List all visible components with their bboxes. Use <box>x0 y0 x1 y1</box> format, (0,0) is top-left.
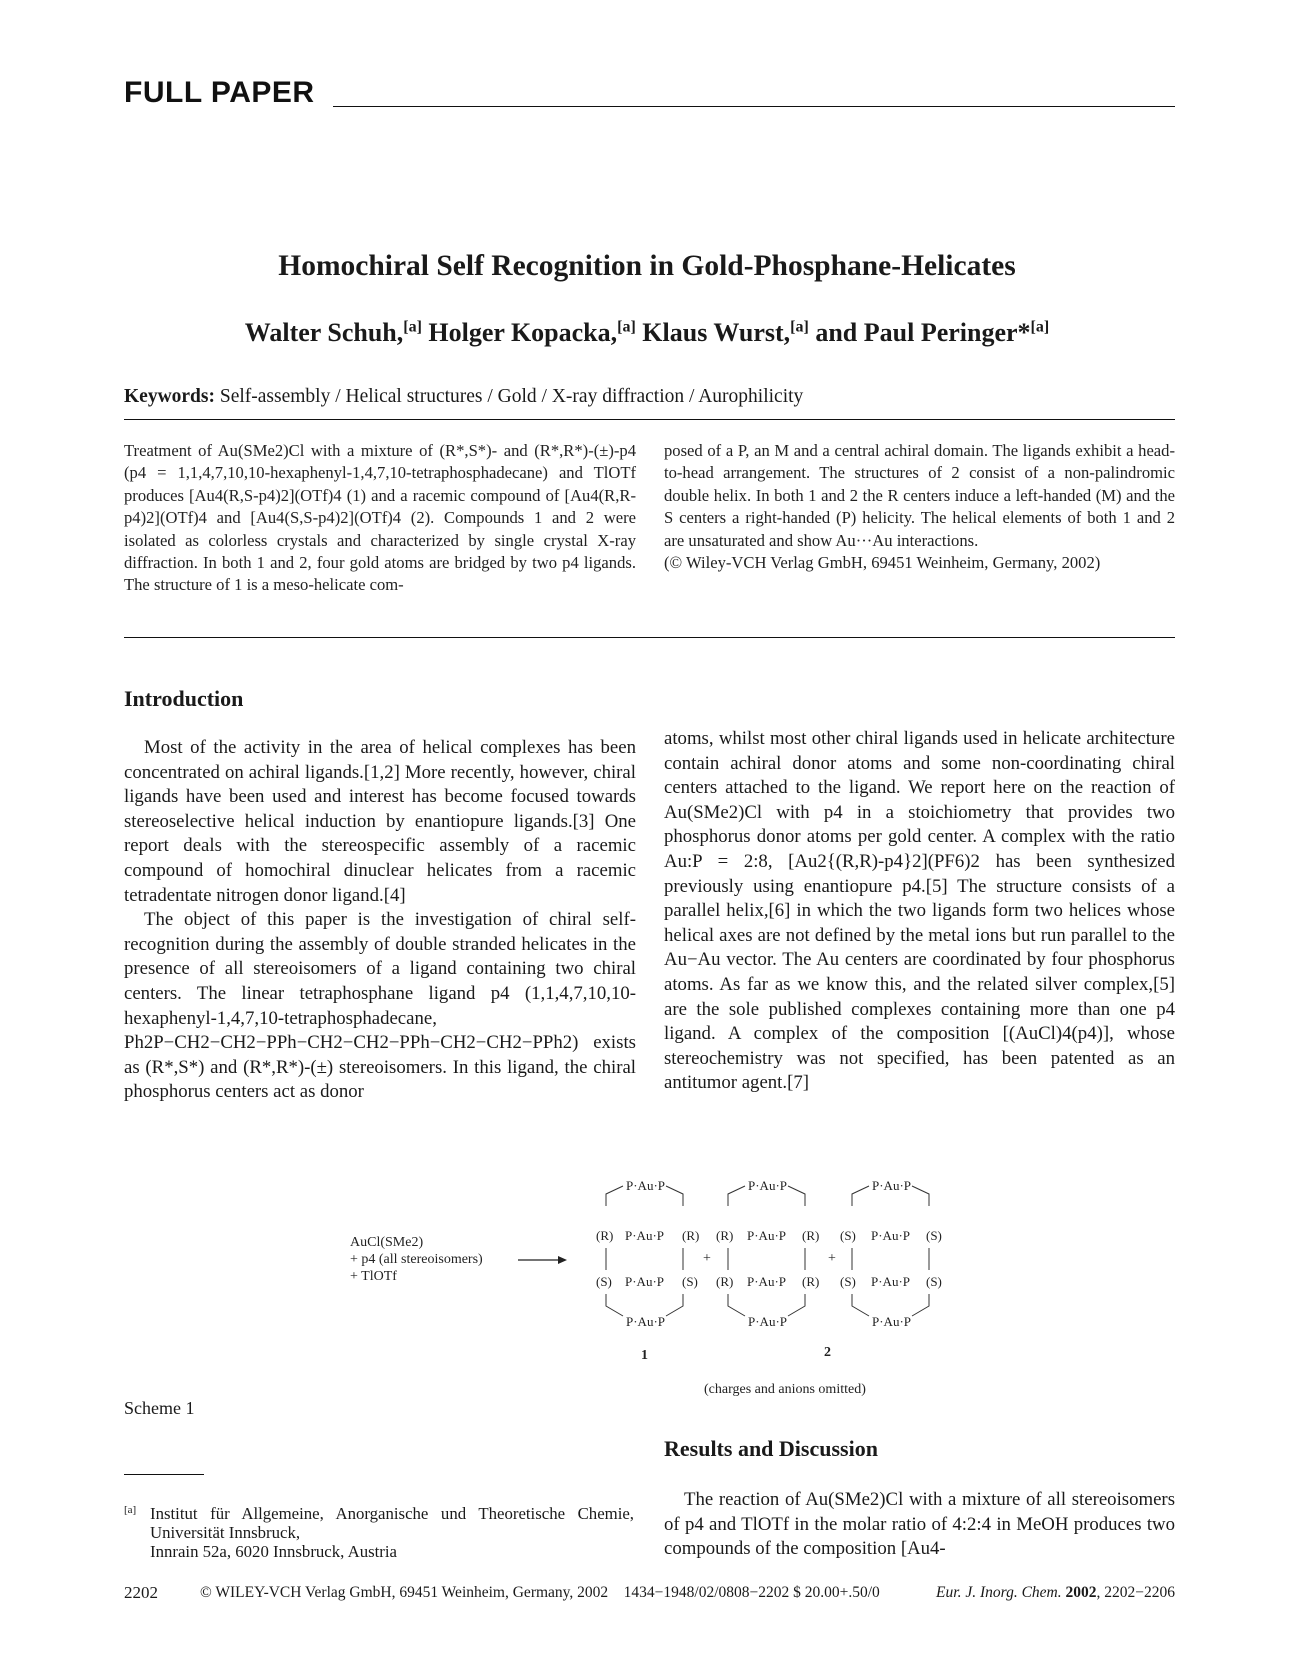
author-name: Holger Kopacka, <box>428 318 618 347</box>
complex-unit: P·Au·P <box>626 1178 666 1193</box>
complex-unit: P·Au·P <box>871 1274 911 1289</box>
reaction-arrowhead <box>558 1256 567 1264</box>
keywords <box>124 386 803 408</box>
chiral-label: (R) <box>716 1274 734 1289</box>
complex-unit: P·Au·P <box>748 1178 788 1193</box>
compound-number-1: 1 <box>641 1348 648 1363</box>
results-column <box>664 1488 1175 1562</box>
complex-unit: P·Au·P <box>747 1274 787 1289</box>
compound-number-2: 2 <box>824 1345 831 1360</box>
journal-year: 2002 <box>1065 1584 1097 1601</box>
chiral-label: (R) <box>716 1228 734 1243</box>
introduction-paragraph-3: atoms, whilst most other chiral ligands used in helicate architecture contain achiral donor atoms and some non-coordinating chiral centers attached to the ligand. We report here on the reaction of Au(SMe2)Cl with p4 in a stoichiometry that provides two phosphorus donor atoms per gold center. A complex with the ratio Au:P = 2:8, [Au2{(R,R)-p4}2](PF6)2 has been synthesized previously using enantiopure p4.[5] The structure consists of a parallel helix,[6] in which the two ligands form two helices whose helical axes are not defined by the metal ions but run parallel to the Au−Au vector. The Au centers are coordinated by four phosphorus atoms. As far as we know this, and the related silver complex,[5] are the sole published complexes containing more than one p4 ligand. A complex of the composition [(AuCl)4(p4)], whose stereochemistry was not specified, has been patented as an antitumor agent.[7] <box>664 728 1175 1094</box>
author-name: Klaus Wurst, <box>642 318 791 347</box>
introduction-heading: Introduction <box>124 686 244 711</box>
header-rule <box>333 106 1175 107</box>
scheme-note: (charges and anions omitted) <box>704 1382 866 1397</box>
author-affiliation: [a] <box>617 318 636 336</box>
reagent-3: + TlOTf <box>350 1269 397 1284</box>
author-affiliation: [a] <box>790 318 809 336</box>
section-header-label: FULL PAPER <box>124 76 315 109</box>
complex-unit: P·Au·P <box>625 1228 665 1243</box>
author-name: Walter Schuh, <box>244 318 404 347</box>
footnote-line-1: Institut für Allgemeine, Anorganische und Theoretische Chemie, Universität Innsbruck, <box>150 1504 634 1542</box>
footer-publisher <box>200 1584 880 1602</box>
abstract-text-right: posed of a P, an M and a central achiral domain. The ligands exhibit a head-to-head arrangement. The structures of 2 consist of a non-palindromic double helix. In both 1 and 2 the R centers induce a left-handed (M) and the S centers a right-handed (P) helicity. The helical elements of both 1 and 2 are unsaturated and show Au···Au interactions. <box>664 441 1175 550</box>
abstract-top-rule <box>124 419 1175 420</box>
chiral-label: (S) <box>596 1274 612 1289</box>
complex-unit: P·Au·P <box>747 1228 787 1243</box>
footer-citation <box>936 1584 1175 1602</box>
chiral-label: (S) <box>926 1228 942 1243</box>
chiral-label: (R) <box>596 1228 614 1243</box>
results-heading: Results and Discussion <box>664 1436 878 1461</box>
author-list <box>0 318 1294 348</box>
abstract-text-left: Treatment of Au(SMe2)Cl with a mixture of (R*,S*)- and (R*,R*)-(±)-p4 (p4 = 1,1,4,7,10,10-hexaphenyl-1,4,7,10-tetraphosphadecane) and TlOTf produces [Au4(R,S-p4)2](OTf)4 (1) and a racemic compound of [Au4(R,R-p4)2](OTf)4 and [Au4(S,S-p4)2](OTf)4 (2). Compounds 1 and 2 were isolated as colorless crystals and characterized by single crystal X-ray diffraction. In both 1 and 2, four gold atoms are bridged by two p4 ligands. The structure of 1 is a meso-helicate com- <box>124 441 636 595</box>
reagent-1: AuCl(SMe2) <box>350 1235 424 1250</box>
scheme-caption: Scheme 1 <box>124 1398 195 1418</box>
keywords-text: Self-assembly / Helical structures / Gold / X-ray diffraction / Aurophilicity <box>219 386 804 407</box>
chiral-label: (R) <box>802 1274 820 1289</box>
plus-sign: + <box>828 1251 836 1266</box>
chiral-label: (R) <box>802 1228 820 1243</box>
journal-pages: , 2202−2206 <box>1096 1584 1175 1601</box>
complex-2-ss <box>840 1178 942 1329</box>
complex-unit: P·Au·P <box>626 1314 666 1329</box>
complex-unit: P·Au·P <box>748 1314 788 1329</box>
abstract-left-column <box>124 440 636 597</box>
author-affiliation: [a] <box>403 318 422 336</box>
introduction-paragraph-1: Most of the activity in the area of helical complexes has been concentrated on achiral ligands.[1,2] More recently, however, chiral ligands have been used and interest has become focused towards stereoselective helical induction by enantiopure ligands.[3] One report deals with the stereospecific assembly of a racemic compound of homochiral dinuclear helicates from a racemic tetradentate nitrogen donor ligand.[4] <box>124 737 636 906</box>
complex-unit: P·Au·P <box>872 1178 912 1193</box>
introduction-left-column <box>124 736 636 1105</box>
author-name: and Paul Peringer* <box>815 318 1031 347</box>
reagent-2: + p4 (all stereoisomers) <box>350 1252 483 1267</box>
paper-title: Homochiral Self Recognition in Gold-Phosphane-Helicates <box>278 250 1016 282</box>
abstract-bottom-rule <box>124 637 1175 638</box>
journal-name: Eur. J. Inorg. Chem. <box>936 1584 1062 1601</box>
keywords-label: Keywords: <box>124 386 215 407</box>
introduction-right-column <box>664 727 1175 1096</box>
chiral-label: (S) <box>926 1274 942 1289</box>
complex-1 <box>596 1178 699 1329</box>
footer-issn: 1434−1948/02/0808−2202 $ 20.00+.50/0 <box>623 1584 880 1601</box>
scheme-1-figure <box>340 1170 980 1400</box>
author-affiliation: [a] <box>1030 318 1050 336</box>
introduction-paragraph-2: The object of this paper is the investigation of chiral self-recognition during the assembly of double stranded helicates in the presence of all stereoisomers of a ligand containing two chiral centers. The linear tetraphosphane ligand p4 (1,1,4,7,10,10-hexaphenyl-1,4,7,10-tetraphosphadecane, Ph2P−CH2−CH2−PPh−CH2−CH2−PPh−CH2−CH2−PPh2) exists as (R*,S*) and (R*,R*)-(±) stereoisomers. In this ligand, the chiral phosphorus centers act as donor <box>124 909 636 1103</box>
footnote-mark: [a] <box>124 1504 137 1516</box>
complex-unit: P·Au·P <box>625 1274 665 1289</box>
affiliation-footnote <box>124 1504 634 1561</box>
footnote-rule <box>124 1474 204 1475</box>
footer-copyright: © WILEY-VCH Verlag GmbH, 69451 Weinheim, Germany, 2002 <box>200 1584 609 1601</box>
footnote-line-2: Innrain 52a, 6020 Innsbruck, Austria <box>150 1542 398 1561</box>
complex-unit: P·Au·P <box>872 1314 912 1329</box>
plus-sign: + <box>703 1251 711 1266</box>
abstract-right-column <box>664 440 1175 574</box>
chiral-label: (S) <box>840 1274 856 1289</box>
page-number: 2202 <box>124 1583 158 1602</box>
chiral-label: (S) <box>682 1274 698 1289</box>
chiral-label: (S) <box>840 1228 856 1243</box>
chiral-label: (R) <box>682 1228 700 1243</box>
results-paragraph-1: The reaction of Au(SMe2)Cl with a mixture of all stereoisomers of p4 and TlOTf in the molar ratio of 4:2:4 in MeOH produces two compounds of the composition [Au4- <box>664 1489 1175 1560</box>
complex-2-rr <box>716 1178 819 1329</box>
abstract-copyright: (© Wiley-VCH Verlag GmbH, 69451 Weinheim, Germany, 2002) <box>664 553 1101 573</box>
complex-unit: P·Au·P <box>871 1228 911 1243</box>
